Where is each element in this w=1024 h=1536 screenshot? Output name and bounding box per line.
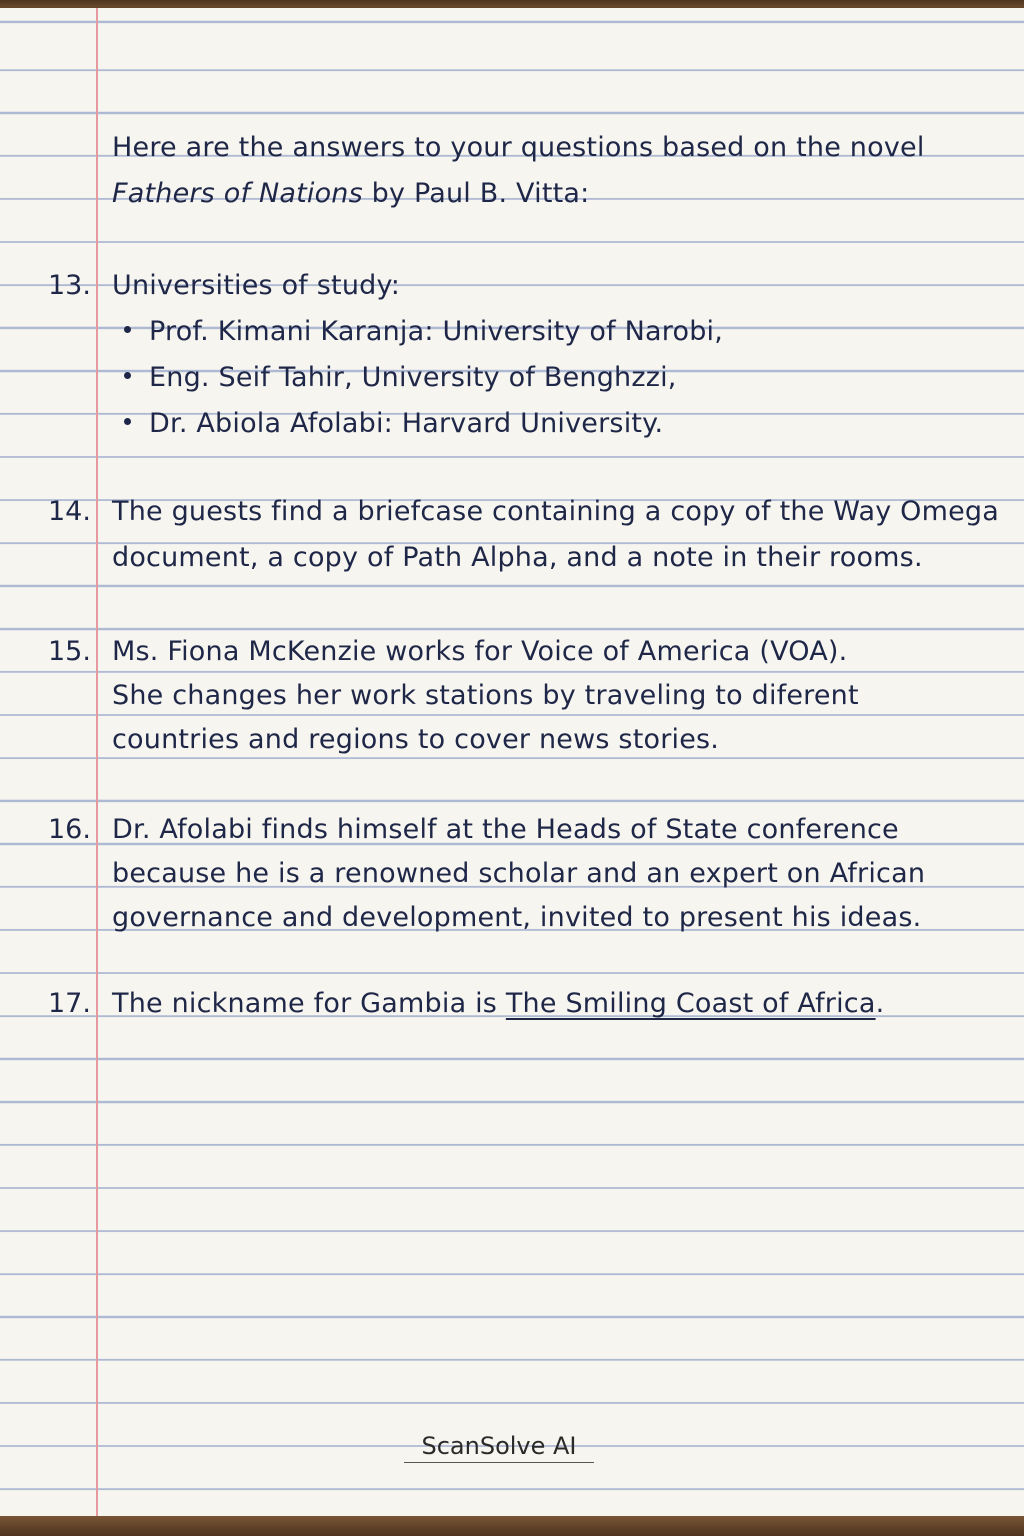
question-number-15: 15. xyxy=(48,636,91,667)
bullet-icon xyxy=(124,372,131,379)
q13-bullet-1-text: Prof. Kimani Karanja: University of Narobi, xyxy=(149,316,724,347)
margin-line xyxy=(96,8,98,1518)
q14-line-2: document, a copy of Path Alpha, and a note in their rooms. xyxy=(112,542,923,573)
question-number-14: 14. xyxy=(48,496,91,527)
question-number-16: 16. xyxy=(48,814,91,845)
q17-prefix: The nickname for Gambia is xyxy=(112,988,506,1019)
question-number-17: 17. xyxy=(48,988,91,1019)
notebook-page xyxy=(0,8,1024,1518)
question-number-13: 13. xyxy=(48,270,91,301)
bullet-icon xyxy=(124,326,131,333)
q13-bullet-2 xyxy=(124,362,677,393)
q16-line-1: Dr. Afolabi finds himself at the Heads of State conference xyxy=(112,814,899,845)
q13-bullet-3 xyxy=(124,408,663,439)
watermark-label: ScanSolve AI xyxy=(404,1432,594,1463)
bullet-icon xyxy=(124,418,131,425)
q13-bullet-2-text: Eng. Seif Tahir, University of Benghzzi, xyxy=(149,362,677,393)
q15-line-3: countries and regions to cover news stories. xyxy=(112,724,720,755)
q13-bullet-1 xyxy=(124,316,723,347)
q17-suffix: . xyxy=(875,988,885,1019)
book-title: Fathers of Nations xyxy=(112,178,363,209)
q15-line-1: Ms. Fiona McKenzie works for Voice of America (VOA). xyxy=(112,636,848,667)
q14-line-1: The guests find a briefcase containing a copy of the Way Omega xyxy=(112,496,1000,527)
q16-line-2: because he is a renowned scholar and an expert on African xyxy=(112,858,926,889)
intro-line-2 xyxy=(112,178,589,209)
intro-line-1: Here are the answers to your questions based on the novel xyxy=(112,132,925,163)
desk-edge-bottom xyxy=(0,1516,1024,1536)
q13-bullet-3-text: Dr. Abiola Afolabi: Harvard University. xyxy=(149,408,664,439)
q17-answer: The Smiling Coast of Africa xyxy=(505,988,876,1019)
q15-line-2: She changes her work stations by traveling to diferent xyxy=(112,680,859,711)
q17-line xyxy=(112,988,884,1019)
q16-line-3: governance and development, invited to present his ideas. xyxy=(112,902,922,933)
intro-line-2-rest: by Paul B. Vitta: xyxy=(362,178,590,209)
q13-heading: Universities of study: xyxy=(112,270,401,301)
